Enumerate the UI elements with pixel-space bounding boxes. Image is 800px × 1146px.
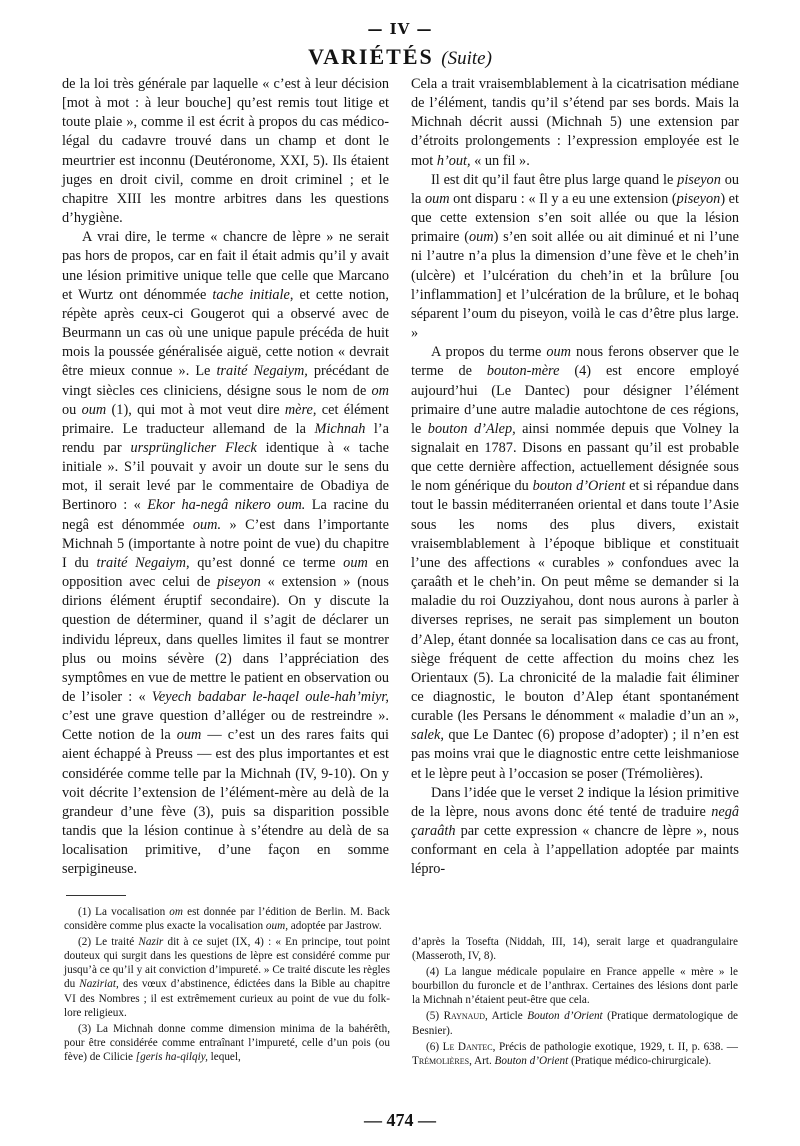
left-paragraph-1: de la loi très générale par laquelle « c’est à leur décision [mot à mot : à leur bouche] qu’est remis tout litige et toute plaie », comme il est écrit à propos du cas médico-légal du cadavre trouvé dans un champ et dont le meurtrier est inconnu (Deutéronome, XXI, 5). Ils étaient juges en droit civil, comme en droit criminel ; et le chapitre XIII les montre arbitres dans les questions d’hygiène.: [62, 76, 389, 227]
footnote-2: (2) Le traité Nazir dit à ce sujet (IX, 4) : « En principe, tout point douteux qui surgit dans les questions de lèpre est considéré comme pur jusqu’à ce qu’il y ait conviction d’impureté. » Ce traité discute les règles du Naziriat, des vœux d’abstinence, édictées dans la Bible au chapitre VI des Nombres ; il est extrêmement curieux au point de vue du folk-lore religieux.: [64, 936, 391, 1019]
right-paragraph-4: Dans l’idée que le verset 2 indique la lésion primitive de la lèpre, nous avons donc été tenté de traduire negâ çaraâth par cette expression « chancre de lèpre », nous conformant en cela à l’appellation adoptée par maints lépro-: [411, 784, 739, 878]
footnote-5: (5) Raynaud, Article Bouton d’Orient (Pratique dermatologique de Besnier).: [412, 1010, 739, 1037]
folio: — IV —: [367, 20, 433, 38]
footnote-rule: [66, 895, 126, 896]
footnotes-right: [412, 935, 738, 1070]
section-title: VARIÉTÉS: [308, 44, 434, 69]
right-column: [411, 75, 739, 880]
right-paragraph-3: A propos du terme oum nous ferons observer que le terme de bouton-mère (4) est encore employé aujourd’hui (Le Dantec) pour désigner l’élément primaire d’une autre maladie autochtone de ces régions, le bouton d’Alep, ainsi nommée depuis que Volney la signalait en 1787. Disons en passant qu’il est probable que cette dernière affection, actuellement désignée sous le nom générique du bouton d’Orient et si répandue dans tout le bassin méditerranéen oriental et dans toute l’Asie sous les noms des plus divers, existait vraisemblablement à l’époque biblique et constituait l’une des affections « curables » confondues avec la çaraâth et le cheh’in. On peut même se demander si la maladie du roi Ouzziyahou, dont nous aurons à parler à diverses reprises, ne serait pas simplement un bouton d’Alep, étant donnée sa localisation dans ce cas au front, siège fréquent de cette affection du moins chez les Orientaux (5). La chronicité de la maladie fait éliminer ce diagnostic, le bouton d’Alep étant spontanément curable (les Persans le dénomment « maladie d’un an », salek, que Le Dantec (6) propose d’adopter) ; il n’en est pas moins vrai que le diagnostic entre cette leishmaniose et le lèpre peut à l’occasion se poser (Trémolières).: [411, 344, 740, 782]
section-title-suffix: (Suite): [441, 48, 492, 69]
footnote-6: (6) Le Dantec, Précis de pathologie exotique, 1929, t. II, p. 638. — Trémolières, Art. Bouton d’Orient (Pratique médico-chirurgicale).: [412, 1040, 738, 1067]
footnote-1: (1) La vocalisation om est donnée par l’édition de Berlin. M. Back considère comme plus exacte la vocalisation oum, adoptée par Jastrow.: [64, 906, 390, 933]
footnote-4: (4) La langue médicale populaire en France appelle « mère » le bourbillon du furoncle et de l’anthrax. Certaines des lésions dont parle la Michnah n’étaient peut-être que cela.: [412, 966, 738, 1007]
footnotes-left: [64, 905, 390, 1066]
footnote-3: (3) La Michnah donne comme dimension minima de la bahérêth, pour être considérée comme entraînant l’impureté, celle d’un pois (ou fève) de Cilicie [geris ha-qilqiy, lequel,: [64, 1022, 390, 1063]
footnote-3-continued: d’après la Tosefta (Niddah, III, 14), serait large et quadrangulaire (Masseroth, IV, 8).: [412, 936, 738, 963]
right-paragraph-2: Il est dit qu’il faut être plus large quand le piseyon ou la oum ont disparu : « Il y a eu une extension (piseyon) et que cette extension s’en soit allée ou que la lésion primaire (oum) s’en soit allée ou ait diminué et ni l’une ni l’autre n’a plus la dimension d’une fève et le cheh’in (ulcère) et l’ulcération du cheh’in et la brûlure [ou l’inflammation] et l’ulcération de la brûlure, et le bohaq séparent l’oum du piseyon, voilà le cas d’être plus large. »: [411, 171, 739, 342]
page-number: — 474 —: [364, 1110, 436, 1130]
right-paragraph-1: Cela a trait vraisemblablement à la cicatrisation médiane de l’élément, tandis qu’il s’étend par ses bords. Mais la Michnah décrit aussi (Michnah 5) une extension par d’étroits prolongements : l’expression employée est le mot h’out, « un fil ».: [411, 76, 739, 169]
running-title: [0, 44, 800, 70]
left-column: [62, 75, 389, 880]
left-paragraph-2: A vrai dire, le terme « chancre de lèpre » ne serait pas hors de propos, car en fait il était admis qu’il y avait une lésion primitive unique telle que celle que Marcano et Wurtz ont dénommée tache initiale, et cette notion, répète après ceux-ci Gougerot qui a observé avec de Beurmann un cas où une unique papule précéda de huit mois la poussée généralisée aiguë, cette notion « devrait être mieux connue ». Le traité Negaiym, précédant de vingt siècles ces cliniciens, désigne sous le nom de om ou oum (1), qui mot à mot veut dire mère, cet élément primaire. Le traducteur allemand de la Michnah l’a rendu par ursprünglicher Fleck identique à « tache initiale ». S’il pouvait y avoir un doute sur le sens du mot, il serait levé par le commentaire de Obadiya de Bertinoro : « Ekor ha-negâ nikero oum. La racine du negâ est dénommée oum. » C’est dans l’importante Michnah 5 (importante à notre point de vue) du chapitre I du traité Negaiym, qu’est donné ce terme oum en opposition avec celui de piseyon « extension » (nous dirions élément éruptif secondaire). On y discute la question de déterminer, quand il s’agit de déclarer un individu lépreux, dans quelles limites il faut se montrer plus ou moins sévère (2) dans l’appréciation des symptômes en vue de mettre le patient en observation ou de l’isoler : « Veyech badabar le-haqel oule-hah’miyr, c’est une grave question d’alléger ou de restreindre ». Cette notion de la oum — c’est un des rares faits qui aient échappé à Preuss — est des plus importantes et est considérée comme telle par la Michnah (IV, 9-10). On y voit décrite l’extension de l’élément-mère au delà de la grandeur d’une fève (3), puis sa disparition possible tandis que la lésion continue à s’étendre au delà de sa localisation primitive, d’une façon en somme serpigineuse.: [62, 229, 390, 878]
